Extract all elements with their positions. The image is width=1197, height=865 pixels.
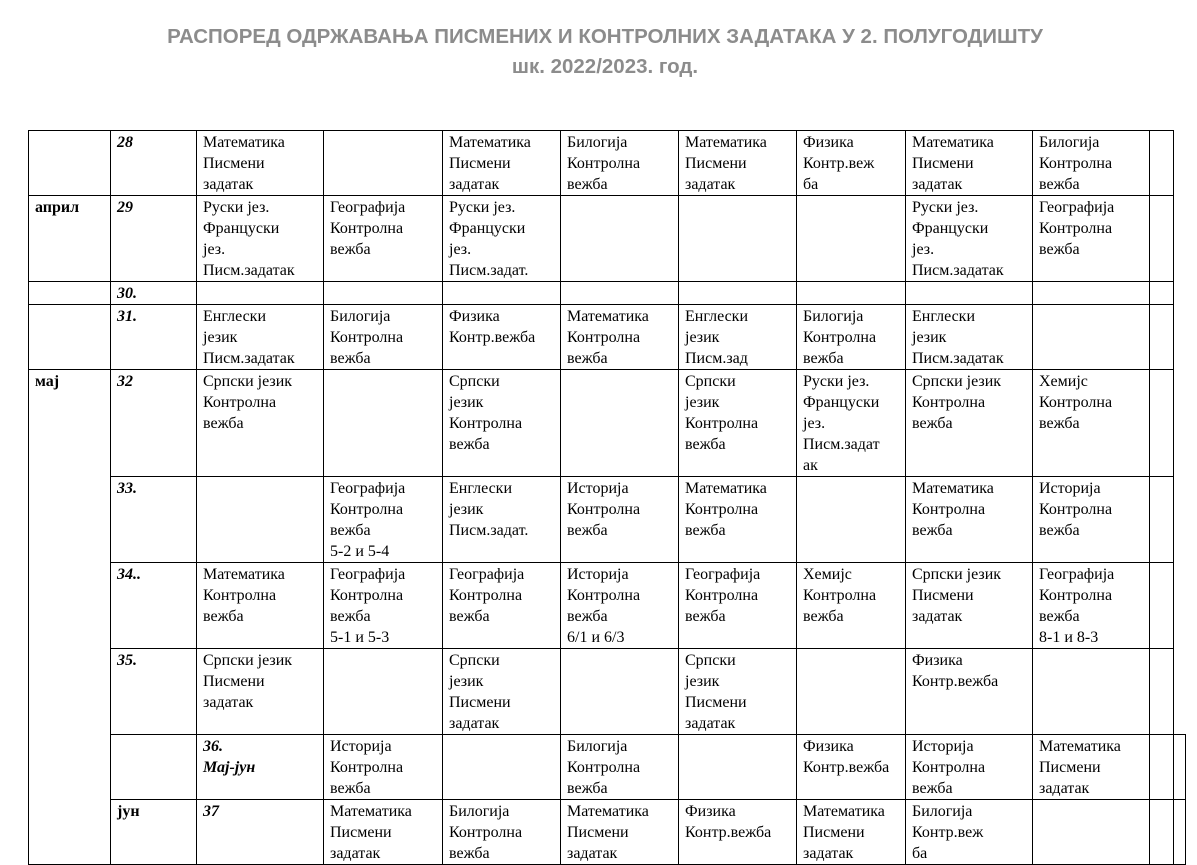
class-3-cell: Физика Контр.вежба: [443, 305, 561, 370]
class-7-cell: Енглески језик Писм.задатак: [906, 305, 1033, 370]
table-row: [29, 282, 1186, 305]
class-7-cell: Српски језик Контролна вежба: [906, 370, 1033, 477]
class-8-cell: Хемијс Контролна вежба: [1033, 370, 1150, 477]
schedule-table: [28, 130, 1186, 865]
class-5-cell: Српски језик Писмени задатак: [679, 649, 797, 735]
class-4-cell: Математика Контролна вежба: [561, 305, 679, 370]
class-6-cell: [797, 282, 906, 305]
class-3-cell: Билогија Контролна вежба: [561, 735, 679, 800]
class-3-cell: [443, 282, 561, 305]
table-row: [29, 196, 1186, 282]
class-9-cell: [1174, 800, 1186, 865]
class-6-cell: [797, 649, 906, 735]
class-6-cell: Билогија Контролна вежба: [797, 305, 906, 370]
class-5-cell: Математика Контролна вежба: [679, 477, 797, 563]
class-2-cell: [324, 649, 443, 735]
class-7-cell: Математика Писмени задатак: [906, 131, 1033, 196]
class-4-cell: [561, 196, 679, 282]
class-7-cell: Руски јез. Француски јез. Писм.задатак: [906, 196, 1033, 282]
class-6-cell: [797, 477, 906, 563]
class-7-cell: [1033, 800, 1150, 865]
month-cell: мај: [29, 370, 111, 865]
class-3-cell: Географија Контролна вежба: [443, 563, 561, 649]
month-cell: април: [29, 196, 111, 282]
class-5-cell: [679, 196, 797, 282]
class-9-cell: [1150, 196, 1174, 282]
class-3-cell: Српски језик Контролна вежба: [443, 370, 561, 477]
class-1-cell: Математика Контролна вежба: [197, 563, 324, 649]
class-8-cell: [1033, 282, 1150, 305]
class-4-cell: Физика Контр.вежба: [679, 800, 797, 865]
class-5-cell: Енглески језик Писм.зад: [679, 305, 797, 370]
class-3-cell: Енглески језик Писм.задат.: [443, 477, 561, 563]
week-number-cell: 34..: [111, 563, 197, 649]
class-7-cell: Српски језик Писмени задатак: [906, 563, 1033, 649]
class-1-cell: Математика Писмени задатак: [197, 131, 324, 196]
class-2-cell: [324, 370, 443, 477]
class-5-cell: Географија Контролна вежба: [679, 563, 797, 649]
week-number-cell: 30.: [111, 282, 197, 305]
class-4-cell: [561, 282, 679, 305]
class-3-cell: Математика Писмени задатак: [443, 131, 561, 196]
class-1-cell: Руски јез. Француски јез. Писм.задатак: [197, 196, 324, 282]
class-5-cell: [679, 282, 797, 305]
class-6-cell: Историја Контролна вежба: [906, 735, 1033, 800]
class-5-cell: Математика Писмени задатак: [797, 800, 906, 865]
class-8-cell: Географија Контролна вежба 8-1 и 8-3: [1033, 563, 1150, 649]
class-2-cell: Географија Контролна вежба: [324, 196, 443, 282]
class-9-cell: [1150, 282, 1174, 305]
class-6-cell: Хемијс Контролна вежба: [797, 563, 906, 649]
class-9-cell: [1150, 649, 1174, 735]
week-number-cell: 32: [111, 370, 197, 477]
class-4-cell: [679, 735, 797, 800]
class-7-cell: Физика Контр.вежба: [906, 649, 1033, 735]
class-2-cell: Географија Контролна вежба 5-2 и 5-4: [324, 477, 443, 563]
table-row: [29, 477, 1186, 563]
class-9-cell: [1174, 735, 1186, 800]
class-8-cell: [1033, 305, 1150, 370]
table-row: [29, 370, 1186, 477]
class-6-cell: [797, 196, 906, 282]
class-4-cell: Билогија Контролна вежба: [561, 131, 679, 196]
month-cell: јун: [111, 800, 197, 865]
class-5-cell: Физика Контр.вежба: [797, 735, 906, 800]
class-8-cell: [1033, 649, 1150, 735]
week-number-cell: 29: [111, 196, 197, 282]
month-cell: [111, 735, 197, 800]
class-6-cell: Физика Контр.веж ба: [797, 131, 906, 196]
class-3-cell: Руски јез. Француски јез. Писм.задат.: [443, 196, 561, 282]
week-number-cell: 37: [197, 800, 324, 865]
table-row: [29, 649, 1186, 735]
class-8-cell: Билогија Контролна вежба: [1033, 131, 1150, 196]
class-4-cell: [561, 370, 679, 477]
class-8-cell: [1150, 735, 1174, 800]
class-2-cell: Географија Контролна вежба 5-1 и 5-3: [324, 563, 443, 649]
class-1-cell: Енглески језик Писм.задатак: [197, 305, 324, 370]
class-9-cell: [1150, 477, 1174, 563]
class-1-cell: Српски језик Контролна вежба: [197, 370, 324, 477]
class-5-cell: Математика Писмени задатак: [679, 131, 797, 196]
month-cell: [29, 131, 111, 196]
class-4-cell: Историја Контролна вежба: [561, 477, 679, 563]
class-9-cell: [1150, 131, 1174, 196]
class-4-cell: [561, 649, 679, 735]
table-row: [29, 735, 1186, 800]
week-number-cell: 36. Мај-јун: [197, 735, 324, 800]
class-1-cell: [197, 477, 324, 563]
class-8-cell: [1150, 800, 1174, 865]
week-number-cell: 28: [111, 131, 197, 196]
table-row: [29, 800, 1186, 865]
week-number-cell: 35.: [111, 649, 197, 735]
class-2-cell: Билогија Контролна вежба: [324, 305, 443, 370]
class-3-cell: Српски језик Писмени задатак: [443, 649, 561, 735]
class-2-cell: Билогија Контролна вежба: [443, 800, 561, 865]
table-row: [29, 563, 1186, 649]
class-8-cell: Историја Контролна вежба: [1033, 477, 1150, 563]
class-2-cell: [324, 131, 443, 196]
class-2-cell: [324, 282, 443, 305]
class-4-cell: Историја Контролна вежба 6/1 и 6/3: [561, 563, 679, 649]
class-8-cell: Географија Контролна вежба: [1033, 196, 1150, 282]
class-9-cell: [1150, 305, 1174, 370]
class-1-cell: Српски језик Писмени задатак: [197, 649, 324, 735]
class-1-cell: Историја Контролна вежба: [324, 735, 443, 800]
week-number-cell: 31.: [111, 305, 197, 370]
class-7-cell: [906, 282, 1033, 305]
table-row: [29, 131, 1186, 196]
table-row: [29, 305, 1186, 370]
class-7-cell: Математика Контролна вежба: [906, 477, 1033, 563]
week-number-cell: 33.: [111, 477, 197, 563]
class-2-cell: [443, 735, 561, 800]
month-cell: [29, 305, 111, 370]
month-cell: [29, 282, 111, 305]
class-6-cell: Руски јез. Француски јез. Писм.задат ак: [797, 370, 906, 477]
class-6-cell: Билогија Контр.веж ба: [906, 800, 1033, 865]
schedule-body: [29, 131, 1186, 865]
class-1-cell: Математика Писмени задатак: [324, 800, 443, 865]
document-title: РАСПОРЕД ОДРЖАВАЊА ПИСМЕНИХ И КОНТРОЛНИХ ЗАДАТАКА У 2. ПОЛУГОДИШТУ: [167, 25, 1043, 48]
class-9-cell: [1150, 563, 1174, 649]
class-9-cell: [1150, 370, 1174, 477]
class-5-cell: Српски језик Контролна вежба: [679, 370, 797, 477]
class-7-cell: Математика Писмени задатак: [1033, 735, 1150, 800]
class-1-cell: [197, 282, 324, 305]
school-year-subtitle: шк. 2022/2023. год.: [511, 55, 699, 78]
class-3-cell: Математика Писмени задатак: [561, 800, 679, 865]
